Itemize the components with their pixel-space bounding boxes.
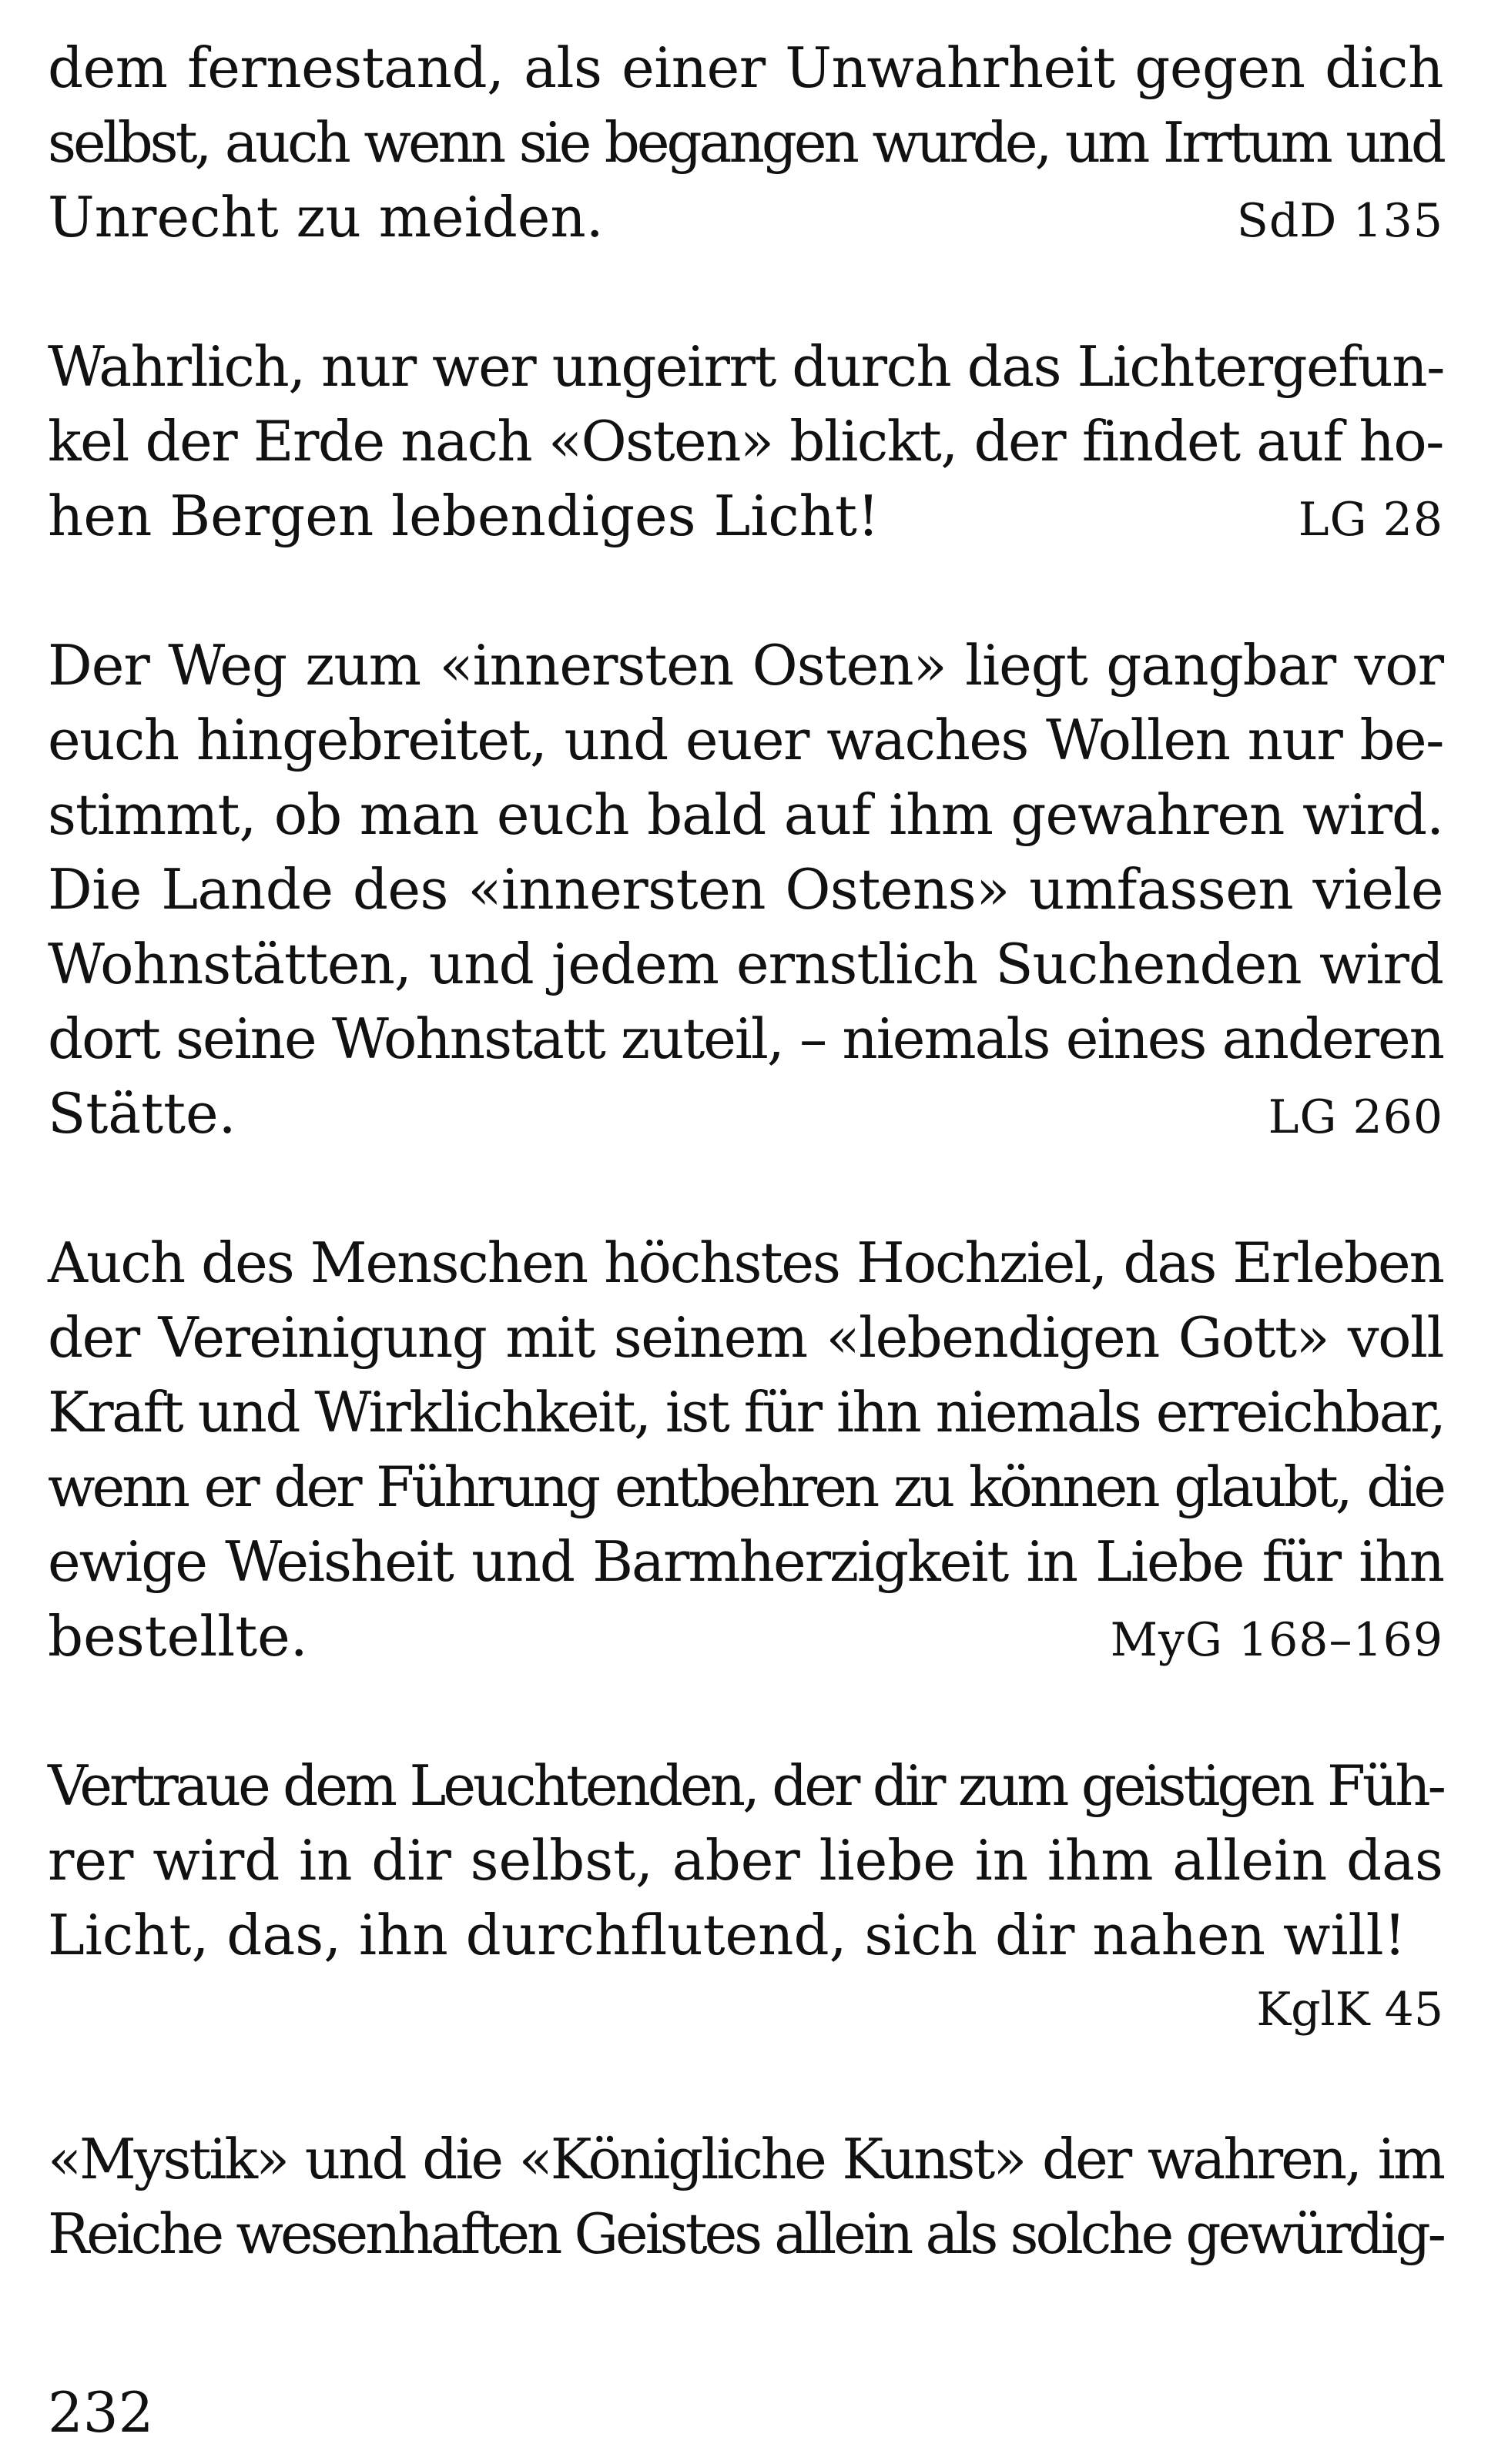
text-line-with-reference bbox=[48, 1076, 1443, 1151]
passage-1 bbox=[48, 31, 1443, 255]
text-line-with-reference bbox=[48, 479, 1443, 554]
source-reference: LG 28 bbox=[1298, 493, 1443, 547]
text-line: bestellte. bbox=[48, 1604, 308, 1669]
text-line: «Mystik» und die «Königliche Kunst» der wahren, im bbox=[48, 2127, 1443, 2191]
passage-4 bbox=[48, 1226, 1443, 1674]
text-line: rer wird in dir selbst, aber liebe in ihm allein das bbox=[48, 1828, 1443, 1893]
text-line: dort seine Wohnstatt zuteil, – niemals eines anderen bbox=[48, 1006, 1443, 1071]
paragraph-gap bbox=[48, 2047, 1443, 2122]
text-line: der Vereinigung mit seinem «lebendigen Gott» voll bbox=[48, 1305, 1443, 1370]
text-line: Unrecht zu meiden. bbox=[48, 185, 604, 249]
paragraph-gap bbox=[48, 1151, 1443, 1226]
text-line: Der Weg zum «innersten Osten» liegt gangbar vor bbox=[48, 633, 1443, 698]
text-line: wenn er der Führung entbehren zu können glaubt, die bbox=[48, 1455, 1443, 1519]
text-line: euch hingebreitet, und euer waches Wollen nur be- bbox=[48, 708, 1443, 772]
source-reference: KglK 45 bbox=[1256, 1983, 1443, 2037]
text-line: Stätte. bbox=[48, 1081, 236, 1146]
source-reference: SdD 135 bbox=[1236, 194, 1443, 248]
text-line: Licht, das, ihn durchflutend, sich dir nahen will! bbox=[48, 1903, 1406, 1967]
paragraph-gap bbox=[48, 1674, 1443, 1749]
text-line-with-reference bbox=[48, 180, 1443, 255]
text-line: dem fernestand, als einer Unwahrheit gegen dich bbox=[48, 35, 1443, 100]
text-line: Wahrlich, nur wer ungeirrt durch das Lichtergefun- bbox=[48, 334, 1444, 399]
page-body bbox=[48, 31, 1443, 2272]
text-line: selbst, auch wenn sie begangen wurde, um Irrtum und bbox=[48, 110, 1443, 175]
text-line: kel der Erde nach «Osten» blickt, der findet auf ho- bbox=[48, 409, 1443, 474]
text-line: hen Bergen lebendiges Licht! bbox=[48, 484, 880, 548]
text-line: ewige Weisheit und Barmherzigkeit in Liebe für ihn bbox=[48, 1529, 1443, 1594]
text-line: Auch des Menschen höchstes Hochziel, das Erleben bbox=[48, 1230, 1443, 1295]
passage-6 bbox=[48, 2122, 1443, 2272]
passage-3 bbox=[48, 628, 1443, 1151]
page-number: 232 bbox=[48, 2380, 154, 2445]
passage-2 bbox=[48, 330, 1443, 554]
source-reference: LG 260 bbox=[1268, 1090, 1443, 1144]
text-line: Reiche wesenhaften Geistes allein als solche gewürdig- bbox=[48, 2201, 1443, 2266]
text-line: stimmt, ob man euch bald auf ihm gewahren wird. bbox=[48, 782, 1443, 847]
source-reference: MyG 168–169 bbox=[1110, 1613, 1443, 1667]
text-line: Kraft und Wirklichkeit, ist für ihn niemals erreichbar, bbox=[48, 1380, 1445, 1445]
text-line-with-reference bbox=[48, 1599, 1443, 1674]
paragraph-gap bbox=[48, 554, 1443, 628]
text-line: Die Lande des «innersten Ostens» umfassen viele bbox=[48, 857, 1443, 922]
text-line: Wohnstätten, und jedem ernstlich Suchenden wird bbox=[48, 932, 1443, 996]
passage-5 bbox=[48, 1749, 1443, 2047]
paragraph-gap bbox=[48, 255, 1443, 330]
text-line: Vertraue dem Leuchtenden, der dir zum geistigen Füh- bbox=[48, 1753, 1443, 1818]
